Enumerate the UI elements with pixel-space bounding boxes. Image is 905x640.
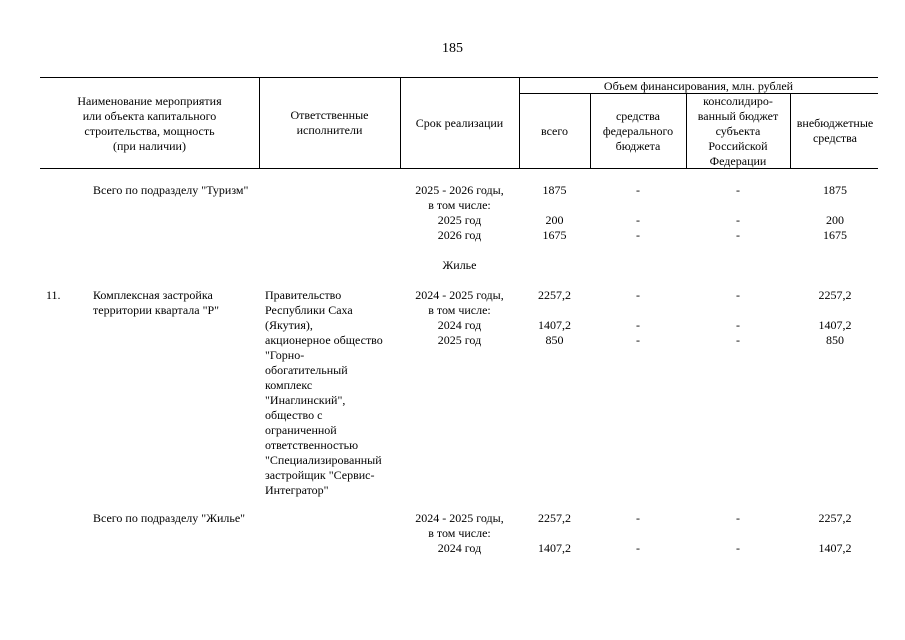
housing-period-line: 2024 год <box>437 541 482 555</box>
tourism-consolidated-value: - <box>736 183 740 197</box>
housing-period-line: 2024 - 2025 годы, <box>415 511 504 525</box>
header-federal-column: средства федерального бюджета <box>602 109 674 153</box>
item-period-line: в том числе: <box>428 303 491 317</box>
page-number: 185 <box>442 41 463 56</box>
section-title: Жилье <box>442 258 477 272</box>
col-divider-5 <box>686 93 687 168</box>
housing-federal-value: - <box>636 541 640 555</box>
item-consolidated-value: - <box>736 288 740 302</box>
tourism-extrabudget-value: 1675 <box>823 228 847 242</box>
header-extrabudget-column: внебюджетные средства <box>796 116 874 145</box>
housing-consolidated-value: - <box>736 511 740 525</box>
header-funding-group: Объем финансирования, млн. рублей <box>603 79 794 93</box>
tourism-extrabudget-value: 1875 <box>823 183 847 197</box>
housing-total-label: Всего по подразделу "Жилье" <box>93 511 246 525</box>
header-top-rule <box>40 77 878 78</box>
item-period-line: 2025 год <box>437 333 482 347</box>
tourism-federal-value: - <box>636 183 640 197</box>
header-name-column: Наименование мероприятия или объекта капитального строительства, мощность (при наличии) <box>77 94 222 153</box>
item-period-line: 2024 год <box>437 318 482 332</box>
housing-consolidated-value: - <box>736 541 740 555</box>
tourism-total-value: 1875 <box>542 183 567 197</box>
tourism-consolidated-value: - <box>736 228 740 242</box>
tourism-federal-value: - <box>636 228 640 242</box>
item-total-value: 2257,2 <box>538 288 571 302</box>
tourism-extrabudget-value: 200 <box>826 213 844 227</box>
col-divider-3 <box>519 77 520 168</box>
item-total-value: 850 <box>545 333 564 347</box>
housing-federal-value: - <box>636 511 640 525</box>
header-responsible-column: Ответственные исполнители <box>290 108 369 137</box>
housing-total-value: 2257,2 <box>538 511 571 525</box>
housing-extrabudget-value: 1407,2 <box>818 541 852 555</box>
tourism-total-value: 200 <box>545 213 564 227</box>
tourism-period-line: в том числе: <box>428 198 491 212</box>
item-responsible: Правительство Республики Саха (Якутия), акционерное общество "Горно- обогатительный комплекс "Инаглинский", общество с ограниченной ответственностью "Специализированный застройщик "Сервис- Интегратор" <box>265 288 383 497</box>
header-total-column: всего <box>540 124 569 138</box>
item-number: 11. <box>46 288 61 302</box>
item-extrabudget-value: 2257,2 <box>818 288 852 302</box>
header-consolidated-column: консолидиро- ванный бюджет субъекта Российской Федерации <box>697 94 779 168</box>
housing-period-line: в том числе: <box>428 526 491 540</box>
item-extrabudget-value: 850 <box>826 333 844 347</box>
tourism-total-value: 1675 <box>542 228 567 242</box>
item-federal-value: - <box>636 288 640 302</box>
tourism-period-line: 2025 год <box>437 213 482 227</box>
item-period-line: 2024 - 2025 годы, <box>415 288 504 302</box>
col-divider-4 <box>590 93 591 168</box>
item-total-value: 1407,2 <box>538 318 571 332</box>
col-divider-6 <box>790 93 791 168</box>
item-consolidated-value: - <box>736 333 740 347</box>
tourism-federal-value: - <box>636 213 640 227</box>
col-divider-1 <box>259 77 260 168</box>
header-period-column: Срок реализации <box>415 116 504 130</box>
item-federal-value: - <box>636 333 640 347</box>
item-name: Комплексная застройка территории квартала "Р" <box>93 288 220 317</box>
tourism-total-label: Всего по подразделу "Туризм" <box>93 183 249 197</box>
item-federal-value: - <box>636 318 640 332</box>
tourism-consolidated-value: - <box>736 213 740 227</box>
tourism-period-line: 2025 - 2026 годы, <box>415 183 504 197</box>
tourism-period-line: 2026 год <box>437 228 482 242</box>
item-extrabudget-value: 1407,2 <box>818 318 852 332</box>
housing-extrabudget-value: 2257,2 <box>818 511 852 525</box>
col-divider-2 <box>400 77 401 168</box>
item-consolidated-value: - <box>736 318 740 332</box>
housing-total-value: 1407,2 <box>538 541 571 555</box>
